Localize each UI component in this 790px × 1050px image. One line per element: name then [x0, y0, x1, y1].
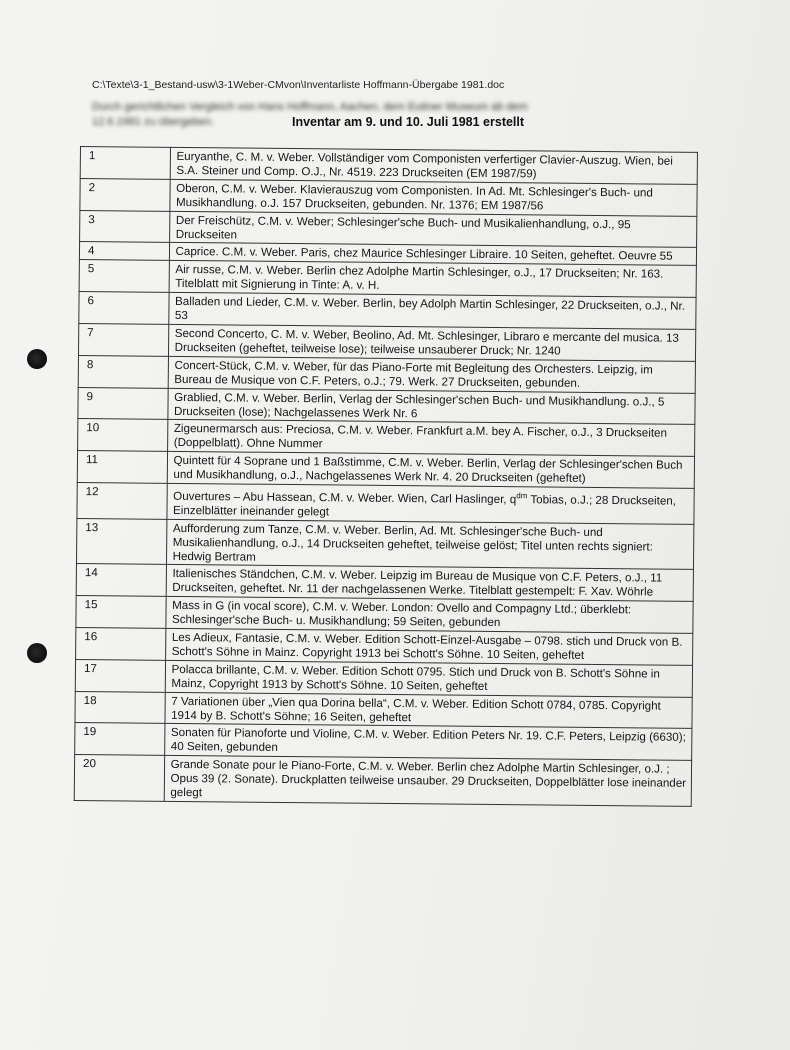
item-number: 18	[75, 691, 165, 724]
item-description: Les Adieux, Fantasie, C.M. v. Weber. Edition Schott-Einzel-Ausgabe – 0798. stich und Druck von B. Schott's Söhne in Mainz. Copyright 1913 bei Schott's Söhne. 10 Seiten, geheftet	[165, 628, 693, 665]
item-number: 9	[78, 387, 168, 420]
redacted-intro-text: Durch gerichtlichen Vergleich von Hans Hoffmann, Aachen, dem Eutiner Museum ab dem 12.6.1981 zu übergeben.	[92, 101, 528, 128]
item-description: Grablied, C.M. v. Weber. Berlin, Verlag der Schlesinger'schen Buch- und Musikhandlung. o.J., 5 Druckseiten (lose); Nachgelassenes Werk Nr. 6	[167, 388, 695, 425]
item-number: 6	[79, 292, 169, 325]
item-number: 3	[80, 210, 170, 243]
item-description: Oberon, C.M. v. Weber. Klavierauszug vom Componisten. In Ad. Mt. Schlesinger's Buch- und Musikhandlung. o.J. 157 Druckseiten, gebunden. Nr. 1376; EM 1987/56	[169, 179, 697, 216]
item-description: Second Concerto, C. M. v. Weber, Beolino, Ad. Mt. Schlesinger, Libraro e mercante del musica. 13 Druckseiten (geheftet, teilweise lose); teilweise unsauberer Druck; Nr. 1240	[168, 324, 696, 361]
item-description: 7 Variationen über „Vien qua Dorina bella“, C.M. v. Weber. Edition Schott 0784, 0785. Copyright 1914 by B. Schott's Söhne; 16 Seiten, geheftet	[165, 692, 693, 729]
punch-hole-lower	[27, 643, 47, 663]
item-number: 1	[80, 147, 170, 180]
item-description: Ouvertures – Abu Hassean, C.M. v. Weber. Wien, Carl Haslinger, $q^{dm}$ Tobias, o.J.; 28 Druckseiten, Einzelblätter ineinander gelegt	[167, 483, 695, 524]
item-description: Euryanthe, C. M. v. Weber. Vollständiger vom Componisten verfertiger Clavier-Auszug. Wien, bei S.A. Steiner und Comp. O.J., Nr. 4519. 223 Druckseiten (EM 1987/59)	[170, 147, 698, 184]
item-description: Zigeunermarsch aus: Preciosa, C.M. v. Weber. Frankfurt a.M. bey A. Fischer, o.J., 3 Druckseiten (Doppelblatt). Ohne Nummer	[167, 420, 695, 457]
item-description: Quintett für 4 Soprane und 1 Baßstimme, C.M. v. Weber. Berlin, Verlag der Schlesinger'schen Buch und Musikhandlung, o.J., Nachgelassenes Werk Nr. 4. 20 Druckseiten (geheftet)	[167, 452, 695, 489]
item-number: 2	[80, 178, 170, 211]
item-number: 17	[75, 659, 165, 692]
item-description: Grande Sonate pour le Piano-Forte, C.M. v. Weber. Berlin chez Adolphe Martin Schlesinger, o.J. ; Opus 39 (2. Sonate). Druckplatten teilweise unsauber. 29 Druckseiten, Doppelblätter lose ineinander gelegt	[164, 756, 692, 807]
table-row	[77, 483, 694, 525]
item-number: 5	[79, 260, 169, 293]
item-description: Italienisches Ständchen, C.M. v. Weber. Leipzig im Bureau de Musique von C.F. Peters, o.J., 11 Druckseiten, geheftet. Nr. 11 der nachgelassenen Werke. Titelblatt gestempelt: F. Xav. Wöhrle	[166, 565, 694, 602]
item-number: 7	[78, 323, 168, 356]
item-description: Concert-Stück, C.M. v. Weber, für das Piano-Forte mit Begleitung des Orchesters. Leipzig, im Bureau de Musique von C.F. Peters, o.J.; 79. Werk. 27 Druckseiten, gebunden.	[168, 356, 696, 393]
punch-hole-upper	[27, 349, 47, 369]
item-description: Polacca brillante, C.M. v. Weber. Edition Schott 0795. Stich und Druck von B. Schott's Söhne in Mainz, Copyright 1913 by Schott's Söhne. 10 Seiten, geheftet	[165, 660, 693, 697]
item-number: 12	[77, 483, 167, 520]
item-number: 16	[76, 628, 166, 661]
item-number: 15	[76, 596, 166, 629]
item-number: 20	[74, 755, 164, 802]
item-description: Sonaten für Pianoforte und Violine, C.M. v. Weber. Edition Peters Nr. 19. C.F. Peters, Leipzig (6630); 40 Seiten, gebunden	[164, 724, 692, 761]
item-number: 11	[77, 451, 167, 484]
item-description: Aufforderung zum Tanze, C.M. v. Weber. Berlin, Ad. Mt. Schlesinger'sche Buch- und Musikalienhandlung, o.J., 14 Druckseiten geheftet, teilweise gelöst; Titel unten rechts signiert: Hedwig Bertram	[166, 519, 694, 570]
superscript-dm: dm	[516, 491, 528, 501]
inventory-table	[74, 146, 698, 807]
item-description: Caprice. C.M. v. Weber. Paris, chez Maurice Schlesinger Libraire. 10 Seiten, geheftet. Oeuvre 55	[169, 243, 697, 266]
item-number: 8	[78, 355, 168, 388]
item-description: Der Freischütz, C.M. v. Weber; Schlesinger'sche Buch- und Musikalienhandlung, o.J., 95 Druckseiten	[169, 211, 697, 248]
item-number: 14	[76, 564, 166, 597]
item-description: Mass in G (in vocal score), C.M. v. Weber. London: Ovello and Compagny Ltd.; überklebt: Schlesinger'sche Buch- u. Musikhandlung; 59 Seiten, gebunden	[165, 597, 693, 634]
table-row	[74, 755, 691, 807]
table-row	[76, 518, 693, 570]
file-path-header: C:\Texte\3-1_Bestand-usw\3-1Weber-CMvon\Inventarliste Hoffmann-Übergabe 1981.doc	[92, 79, 505, 91]
item-number: 10	[78, 419, 168, 452]
item-number: 19	[75, 723, 165, 756]
item-description: Balladen und Lieder, C.M. v. Weber. Berlin, bey Adolph Martin Schlesinger, 22 Druckseiten, o.J., Nr. 53	[168, 293, 696, 330]
item-number: 4	[79, 242, 169, 261]
inventory-title: Inventar am 9. und 10. Juli 1981 erstellt	[292, 115, 525, 129]
item-number: 13	[76, 518, 166, 565]
item-description: Air russe, C.M. v. Weber. Berlin chez Adolphe Martin Schlesinger, o.J., 17 Druckseiten; Nr. 163. Titelblatt mit Signierung in Tinte: A. v. H.	[169, 261, 697, 298]
